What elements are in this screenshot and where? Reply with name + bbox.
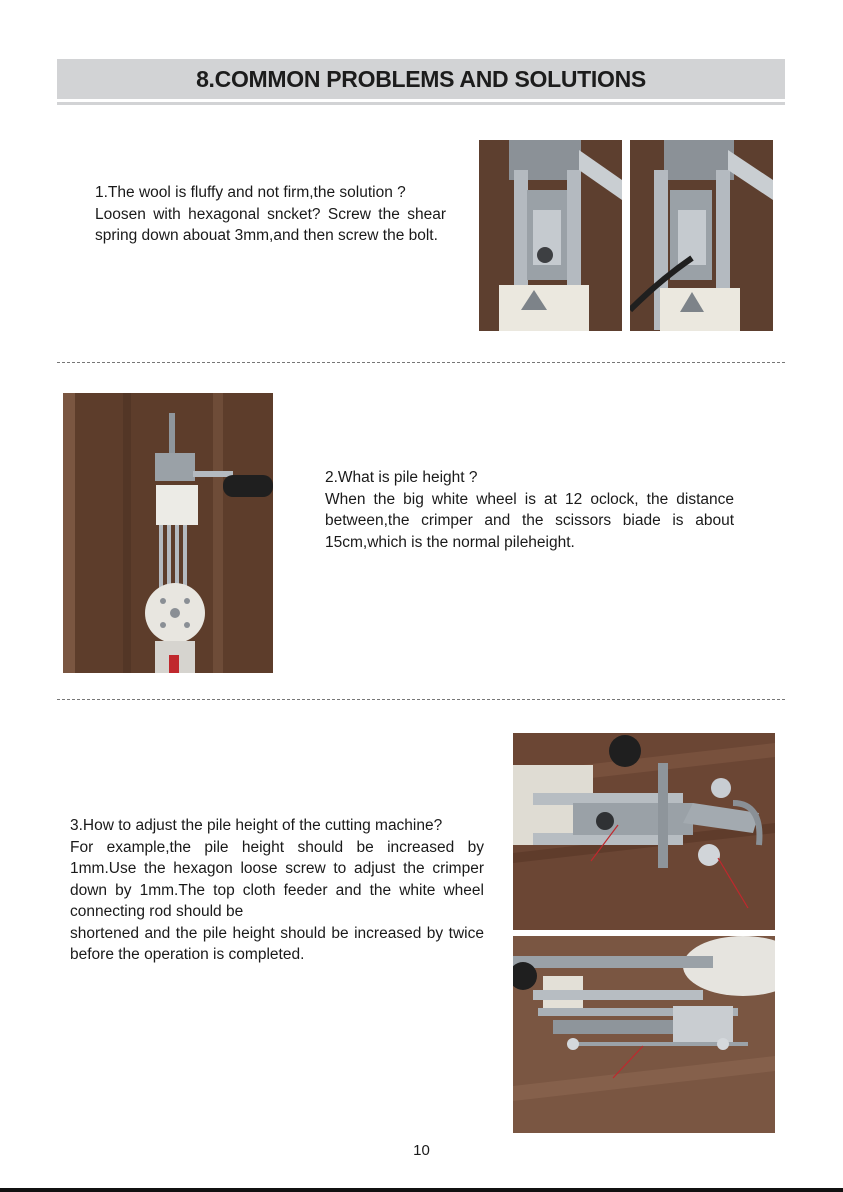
page-bottom-edge bbox=[0, 1188, 843, 1192]
section-2-answer: When the big white wheel is at 12 oclock, the distance between,the crimper and the scissors biade is about 15cm,which is the normal pileheight. bbox=[325, 490, 734, 551]
section-divider bbox=[57, 699, 785, 700]
section-3-answer-part1: For example,the pile height should be increased by 1mm.Use the hexagon loose screw to adjust the crimper down by 1mm.The top cloth feeder and the white wheel connecting rod should be bbox=[70, 838, 484, 920]
section-header-bar bbox=[57, 59, 785, 99]
section-divider bbox=[57, 362, 785, 363]
photo-shear-spring-before bbox=[479, 140, 622, 331]
section-1-answer: Loosen with hexagonal sncket? Screw the shear spring down abouat 3mm,and then screw the bolt. bbox=[95, 205, 446, 244]
section-3-question: 3.How to adjust the pile height of the cutting machine? bbox=[70, 817, 443, 834]
photo-connecting-rod bbox=[513, 936, 775, 1133]
page-number: 10 bbox=[413, 1142, 430, 1159]
section-2-question: 2.What is pile height ? bbox=[325, 469, 478, 486]
photo-crimper-adjustment bbox=[513, 733, 775, 930]
photo-tufting-gun-standing bbox=[63, 393, 273, 673]
section-2-text bbox=[325, 467, 734, 553]
section-3-text bbox=[70, 815, 484, 966]
section-3-answer-part2: shortened and the pile height should be increased by twice before the operation is completed. bbox=[70, 924, 484, 963]
header-underline bbox=[57, 102, 785, 105]
page-title: 8.COMMON PROBLEMS AND SOLUTIONS bbox=[196, 66, 646, 92]
section-1-text bbox=[95, 182, 446, 247]
photo-shear-spring-wrench bbox=[630, 140, 773, 331]
section-1-question: 1.The wool is fluffy and not firm,the solution ? bbox=[95, 184, 406, 201]
